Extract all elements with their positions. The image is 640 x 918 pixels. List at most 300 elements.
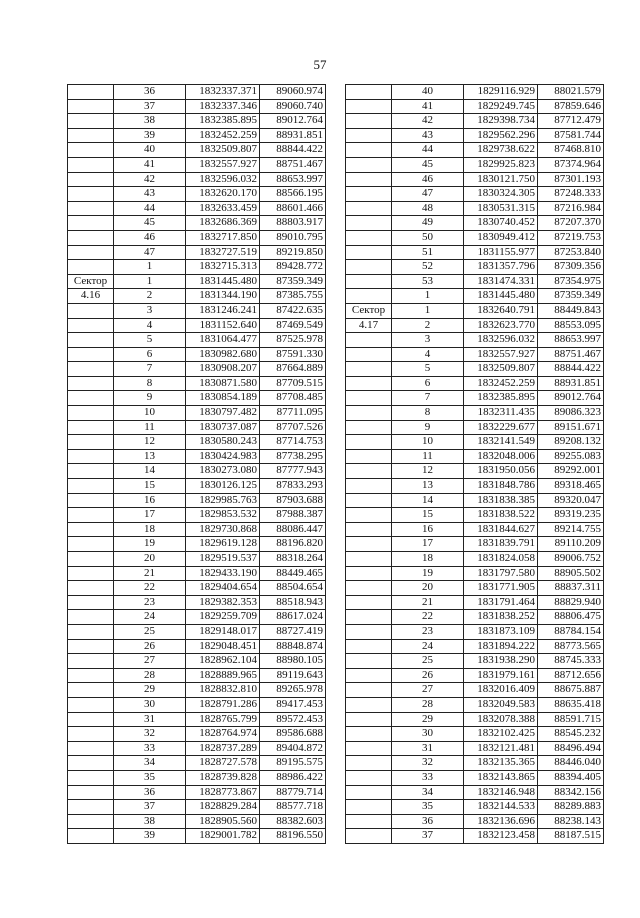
y-coordinate-cell: 89586.688 [260, 727, 326, 742]
sector-cell [68, 449, 114, 464]
y-coordinate-cell: 88187.515 [538, 829, 604, 844]
table-row [346, 143, 604, 158]
point-number-cell: 27 [392, 683, 464, 698]
x-coordinate-cell: 1828764.974 [186, 727, 260, 742]
table-row [68, 318, 326, 333]
table-row [346, 362, 604, 377]
table-row [68, 829, 326, 844]
table-row [346, 260, 604, 275]
table-row [346, 814, 604, 829]
y-coordinate-cell: 89572.453 [260, 712, 326, 727]
y-coordinate-cell: 87385.755 [260, 289, 326, 304]
sector-cell [346, 756, 392, 771]
point-number-cell: 41 [392, 99, 464, 114]
coordinates-table-right-body [346, 85, 604, 844]
sector-cell [346, 114, 392, 129]
point-number-cell: 48 [392, 201, 464, 216]
table-row [346, 391, 604, 406]
point-number-cell: 36 [114, 785, 186, 800]
sector-cell [346, 697, 392, 712]
point-number-cell: 36 [392, 814, 464, 829]
sector-cell [346, 770, 392, 785]
sector-cell [68, 610, 114, 625]
y-coordinate-cell: 88518.943 [260, 595, 326, 610]
point-number-cell: 52 [392, 260, 464, 275]
x-coordinate-cell: 1831873.109 [464, 624, 538, 639]
sector-cell [346, 230, 392, 245]
sector-cell [68, 391, 114, 406]
x-coordinate-cell: 1828829.284 [186, 800, 260, 815]
y-coordinate-cell: 88803.917 [260, 216, 326, 231]
sector-cell [68, 581, 114, 596]
table-row [346, 464, 604, 479]
point-number-cell: 5 [392, 362, 464, 377]
point-number-cell: 37 [392, 829, 464, 844]
y-coordinate-cell: 88806.475 [538, 610, 604, 625]
x-coordinate-cell: 1830740.452 [464, 216, 538, 231]
y-coordinate-cell: 88496.494 [538, 741, 604, 756]
table-row [68, 770, 326, 785]
y-coordinate-cell: 87359.349 [538, 289, 604, 304]
point-number-cell: 38 [114, 114, 186, 129]
table-row [68, 683, 326, 698]
point-number-cell: 24 [114, 610, 186, 625]
point-number-cell: 13 [114, 449, 186, 464]
sector-cell [346, 128, 392, 143]
y-coordinate-cell: 89417.453 [260, 697, 326, 712]
x-coordinate-cell: 1831771.905 [464, 581, 538, 596]
point-number-cell: 37 [114, 800, 186, 815]
y-coordinate-cell: 88449.843 [538, 303, 604, 318]
table-row [346, 654, 604, 669]
y-coordinate-cell: 88848.874 [260, 639, 326, 654]
y-coordinate-cell: 89010.795 [260, 230, 326, 245]
x-coordinate-cell: 1832596.032 [464, 333, 538, 348]
x-coordinate-cell: 1832078.388 [464, 712, 538, 727]
y-coordinate-cell: 88653.997 [538, 333, 604, 348]
sector-cell [68, 654, 114, 669]
coordinates-table-left-body [68, 85, 326, 844]
table-row [346, 566, 604, 581]
x-coordinate-cell: 1832557.927 [186, 157, 260, 172]
y-coordinate-cell: 87777.943 [260, 464, 326, 479]
x-coordinate-cell: 1829404.654 [186, 581, 260, 596]
table-row [68, 756, 326, 771]
x-coordinate-cell: 1832144.533 [464, 800, 538, 815]
y-coordinate-cell: 88751.467 [538, 347, 604, 362]
x-coordinate-cell: 1831844.627 [464, 522, 538, 537]
x-coordinate-cell: 1830982.680 [186, 347, 260, 362]
table-row [68, 347, 326, 362]
y-coordinate-cell: 88446.040 [538, 756, 604, 771]
y-coordinate-cell: 87714.753 [260, 435, 326, 450]
y-coordinate-cell: 89060.974 [260, 85, 326, 100]
y-coordinate-cell: 89292.001 [538, 464, 604, 479]
sector-cell [68, 683, 114, 698]
point-number-cell: 4 [114, 318, 186, 333]
table-row [346, 537, 604, 552]
sector-cell [68, 522, 114, 537]
table-row [346, 595, 604, 610]
point-number-cell: 31 [114, 712, 186, 727]
x-coordinate-cell: 1832557.927 [464, 347, 538, 362]
sector-cell [68, 668, 114, 683]
sector-cell [68, 216, 114, 231]
sector-cell [68, 260, 114, 275]
table-row [68, 508, 326, 523]
x-coordinate-cell: 1830531.315 [464, 201, 538, 216]
y-coordinate-cell: 89318.465 [538, 479, 604, 494]
x-coordinate-cell: 1832048.006 [464, 449, 538, 464]
coordinates-table-left [67, 84, 326, 844]
table-row [68, 552, 326, 567]
point-number-cell: 1 [114, 274, 186, 289]
sector-cell [68, 493, 114, 508]
y-coordinate-cell: 87859.646 [538, 99, 604, 114]
point-number-cell: 8 [392, 406, 464, 421]
x-coordinate-cell: 1832509.807 [464, 362, 538, 377]
sector-cell [346, 362, 392, 377]
sector-cell: Сектор [346, 303, 392, 318]
point-number-cell: 22 [392, 610, 464, 625]
y-coordinate-cell: 89012.764 [260, 114, 326, 129]
table-row [68, 697, 326, 712]
sector-cell [68, 639, 114, 654]
table-row [68, 654, 326, 669]
sector-cell [346, 85, 392, 100]
table-row [68, 741, 326, 756]
x-coordinate-cell: 1830121.750 [464, 172, 538, 187]
x-coordinate-cell: 1828832.810 [186, 683, 260, 698]
sector-cell [346, 537, 392, 552]
sector-cell [346, 347, 392, 362]
point-number-cell: 22 [114, 581, 186, 596]
sector-cell [68, 347, 114, 362]
x-coordinate-cell: 1828905.560 [186, 814, 260, 829]
y-coordinate-cell: 88196.820 [260, 537, 326, 552]
table-row [68, 581, 326, 596]
x-coordinate-cell: 1832717.850 [186, 230, 260, 245]
x-coordinate-cell: 1829738.622 [464, 143, 538, 158]
point-number-cell: 44 [392, 143, 464, 158]
x-coordinate-cell: 1832229.677 [464, 420, 538, 435]
x-coordinate-cell: 1830324.305 [464, 187, 538, 202]
table-row [346, 800, 604, 815]
y-coordinate-cell: 87708.485 [260, 391, 326, 406]
sector-cell [68, 143, 114, 158]
point-number-cell: 49 [392, 216, 464, 231]
sector-cell [346, 391, 392, 406]
point-number-cell: 47 [114, 245, 186, 260]
sector-cell [346, 654, 392, 669]
table-row [68, 435, 326, 450]
x-coordinate-cell: 1828889.965 [186, 668, 260, 683]
point-number-cell: 6 [392, 376, 464, 391]
point-number-cell: 35 [114, 770, 186, 785]
y-coordinate-cell: 88980.105 [260, 654, 326, 669]
table-row [346, 829, 604, 844]
sector-cell [346, 449, 392, 464]
point-number-cell: 18 [114, 522, 186, 537]
point-number-cell: 41 [114, 157, 186, 172]
x-coordinate-cell: 1828773.867 [186, 785, 260, 800]
point-number-cell: 30 [392, 727, 464, 742]
point-number-cell: 23 [392, 624, 464, 639]
y-coordinate-cell: 89195.575 [260, 756, 326, 771]
table-row [68, 216, 326, 231]
x-coordinate-cell: 1831445.480 [464, 289, 538, 304]
x-coordinate-cell: 1829519.537 [186, 552, 260, 567]
table-row [68, 610, 326, 625]
x-coordinate-cell: 1831246.241 [186, 303, 260, 318]
x-coordinate-cell: 1831838.522 [464, 508, 538, 523]
sector-cell [346, 143, 392, 158]
point-number-cell: 1 [392, 303, 464, 318]
point-number-cell: 6 [114, 347, 186, 362]
x-coordinate-cell: 1832311.435 [464, 406, 538, 421]
table-row [346, 347, 604, 362]
x-coordinate-cell: 1829925.823 [464, 157, 538, 172]
table-row [346, 449, 604, 464]
table-row [346, 712, 604, 727]
sector-cell [346, 581, 392, 596]
y-coordinate-cell: 88784.154 [538, 624, 604, 639]
x-coordinate-cell: 1831064.477 [186, 333, 260, 348]
point-number-cell: 35 [392, 800, 464, 815]
y-coordinate-cell: 88553.095 [538, 318, 604, 333]
point-number-cell: 17 [392, 537, 464, 552]
sector-cell [68, 85, 114, 100]
x-coordinate-cell: 1831791.464 [464, 595, 538, 610]
point-number-cell: 2 [114, 289, 186, 304]
sector-cell [68, 362, 114, 377]
y-coordinate-cell: 88617.024 [260, 610, 326, 625]
y-coordinate-cell: 87711.095 [260, 406, 326, 421]
x-coordinate-cell: 1831357.796 [464, 260, 538, 275]
point-number-cell: 7 [114, 362, 186, 377]
sector-cell: 4.16 [68, 289, 114, 304]
table-row [68, 493, 326, 508]
table-row [68, 391, 326, 406]
y-coordinate-cell: 88751.467 [260, 157, 326, 172]
y-coordinate-cell: 88382.603 [260, 814, 326, 829]
point-number-cell: 46 [392, 172, 464, 187]
y-coordinate-cell: 88449.465 [260, 566, 326, 581]
table-row [346, 668, 604, 683]
x-coordinate-cell: 1830737.087 [186, 420, 260, 435]
y-coordinate-cell: 88591.715 [538, 712, 604, 727]
x-coordinate-cell: 1832633.459 [186, 201, 260, 216]
x-coordinate-cell: 1831838.385 [464, 493, 538, 508]
sector-cell [68, 303, 114, 318]
sector-cell [68, 245, 114, 260]
sector-cell [68, 814, 114, 829]
point-number-cell: 21 [114, 566, 186, 581]
y-coordinate-cell: 87248.333 [538, 187, 604, 202]
x-coordinate-cell: 1829562.296 [464, 128, 538, 143]
table-row [68, 814, 326, 829]
y-coordinate-cell: 88318.264 [260, 552, 326, 567]
table-row [346, 230, 604, 245]
y-coordinate-cell: 89265.978 [260, 683, 326, 698]
sector-cell [346, 99, 392, 114]
y-coordinate-cell: 88779.714 [260, 785, 326, 800]
point-number-cell: 42 [392, 114, 464, 129]
table-row [68, 449, 326, 464]
sector-cell [68, 566, 114, 581]
y-coordinate-cell: 87469.549 [260, 318, 326, 333]
point-number-cell: 21 [392, 595, 464, 610]
sector-cell [346, 187, 392, 202]
y-coordinate-cell: 88675.887 [538, 683, 604, 698]
point-number-cell: 36 [114, 85, 186, 100]
table-row [68, 289, 326, 304]
y-coordinate-cell: 88829.940 [538, 595, 604, 610]
x-coordinate-cell: 1832596.032 [186, 172, 260, 187]
point-number-cell: 53 [392, 274, 464, 289]
x-coordinate-cell: 1828739.828 [186, 770, 260, 785]
y-coordinate-cell: 88086.447 [260, 522, 326, 537]
x-coordinate-cell: 1830580.243 [186, 435, 260, 450]
y-coordinate-cell: 87581.744 [538, 128, 604, 143]
sector-cell [68, 508, 114, 523]
point-number-cell: 18 [392, 552, 464, 567]
sector-cell [346, 595, 392, 610]
table-row [346, 493, 604, 508]
y-coordinate-cell: 87374.964 [538, 157, 604, 172]
table-row [346, 128, 604, 143]
sector-cell [346, 552, 392, 567]
sector-cell [346, 741, 392, 756]
table-row [68, 712, 326, 727]
point-number-cell: 7 [392, 391, 464, 406]
point-number-cell: 50 [392, 230, 464, 245]
y-coordinate-cell: 88601.466 [260, 201, 326, 216]
sector-cell [68, 318, 114, 333]
point-number-cell: 34 [392, 785, 464, 800]
table-row [346, 245, 604, 260]
table-row [346, 201, 604, 216]
y-coordinate-cell: 88196.550 [260, 829, 326, 844]
point-number-cell: 17 [114, 508, 186, 523]
y-coordinate-cell: 87207.370 [538, 216, 604, 231]
table-row [346, 639, 604, 654]
sector-cell [346, 420, 392, 435]
y-coordinate-cell: 87216.984 [538, 201, 604, 216]
sector-cell [68, 201, 114, 216]
point-number-cell: 16 [392, 522, 464, 537]
y-coordinate-cell: 87988.387 [260, 508, 326, 523]
sector-cell [346, 508, 392, 523]
table-row [68, 464, 326, 479]
table-row [68, 114, 326, 129]
table-row [68, 420, 326, 435]
point-number-cell: 15 [392, 508, 464, 523]
table-row [68, 639, 326, 654]
x-coordinate-cell: 1832143.865 [464, 770, 538, 785]
table-row [346, 624, 604, 639]
y-coordinate-cell: 89060.740 [260, 99, 326, 114]
table-row [68, 479, 326, 494]
table-row [68, 85, 326, 100]
table-row [346, 479, 604, 494]
y-coordinate-cell: 87738.295 [260, 449, 326, 464]
y-coordinate-cell: 88394.405 [538, 770, 604, 785]
table-row [346, 318, 604, 333]
point-number-cell: 32 [114, 727, 186, 742]
table-row [68, 522, 326, 537]
y-coordinate-cell: 89255.083 [538, 449, 604, 464]
table-row [68, 187, 326, 202]
x-coordinate-cell: 1830273.080 [186, 464, 260, 479]
x-coordinate-cell: 1831838.252 [464, 610, 538, 625]
y-coordinate-cell: 89320.047 [538, 493, 604, 508]
table-row [346, 522, 604, 537]
x-coordinate-cell: 1832337.371 [186, 85, 260, 100]
y-coordinate-cell: 89428.772 [260, 260, 326, 275]
table-row [68, 260, 326, 275]
x-coordinate-cell: 1832121.481 [464, 741, 538, 756]
table-row [68, 727, 326, 742]
sector-cell [346, 201, 392, 216]
y-coordinate-cell: 89214.755 [538, 522, 604, 537]
y-coordinate-cell: 89208.132 [538, 435, 604, 450]
sector-cell [68, 114, 114, 129]
point-number-cell: 1 [114, 260, 186, 275]
table-row [68, 362, 326, 377]
x-coordinate-cell: 1832123.458 [464, 829, 538, 844]
sector-cell [68, 770, 114, 785]
point-number-cell: 38 [114, 814, 186, 829]
point-number-cell: 19 [114, 537, 186, 552]
x-coordinate-cell: 1832620.170 [186, 187, 260, 202]
y-coordinate-cell: 87709.515 [260, 376, 326, 391]
sector-cell [346, 610, 392, 625]
y-coordinate-cell: 88712.656 [538, 668, 604, 683]
sector-cell [346, 464, 392, 479]
x-coordinate-cell: 1829619.128 [186, 537, 260, 552]
y-coordinate-cell: 89151.671 [538, 420, 604, 435]
point-number-cell: 25 [114, 624, 186, 639]
table-row [68, 274, 326, 289]
sector-cell [346, 216, 392, 231]
coordinates-table-right [345, 84, 604, 844]
x-coordinate-cell: 1832385.895 [186, 114, 260, 129]
sector-cell [346, 683, 392, 698]
x-coordinate-cell: 1831344.190 [186, 289, 260, 304]
sector-cell [68, 697, 114, 712]
y-coordinate-cell: 87253.840 [538, 245, 604, 260]
y-coordinate-cell: 88837.311 [538, 581, 604, 596]
x-coordinate-cell: 1828791.286 [186, 697, 260, 712]
x-coordinate-cell: 1831950.056 [464, 464, 538, 479]
point-number-cell: 10 [114, 406, 186, 421]
table-row [346, 303, 604, 318]
table-row [346, 697, 604, 712]
point-number-cell: 47 [392, 187, 464, 202]
x-coordinate-cell: 1832623.770 [464, 318, 538, 333]
table-row [346, 435, 604, 450]
y-coordinate-cell: 87301.193 [538, 172, 604, 187]
point-number-cell: 31 [392, 741, 464, 756]
point-number-cell: 45 [392, 157, 464, 172]
sector-cell [346, 274, 392, 289]
x-coordinate-cell: 1829249.745 [464, 99, 538, 114]
x-coordinate-cell: 1830424.983 [186, 449, 260, 464]
x-coordinate-cell: 1831938.290 [464, 654, 538, 669]
point-number-cell: 37 [114, 99, 186, 114]
sector-cell [68, 406, 114, 421]
